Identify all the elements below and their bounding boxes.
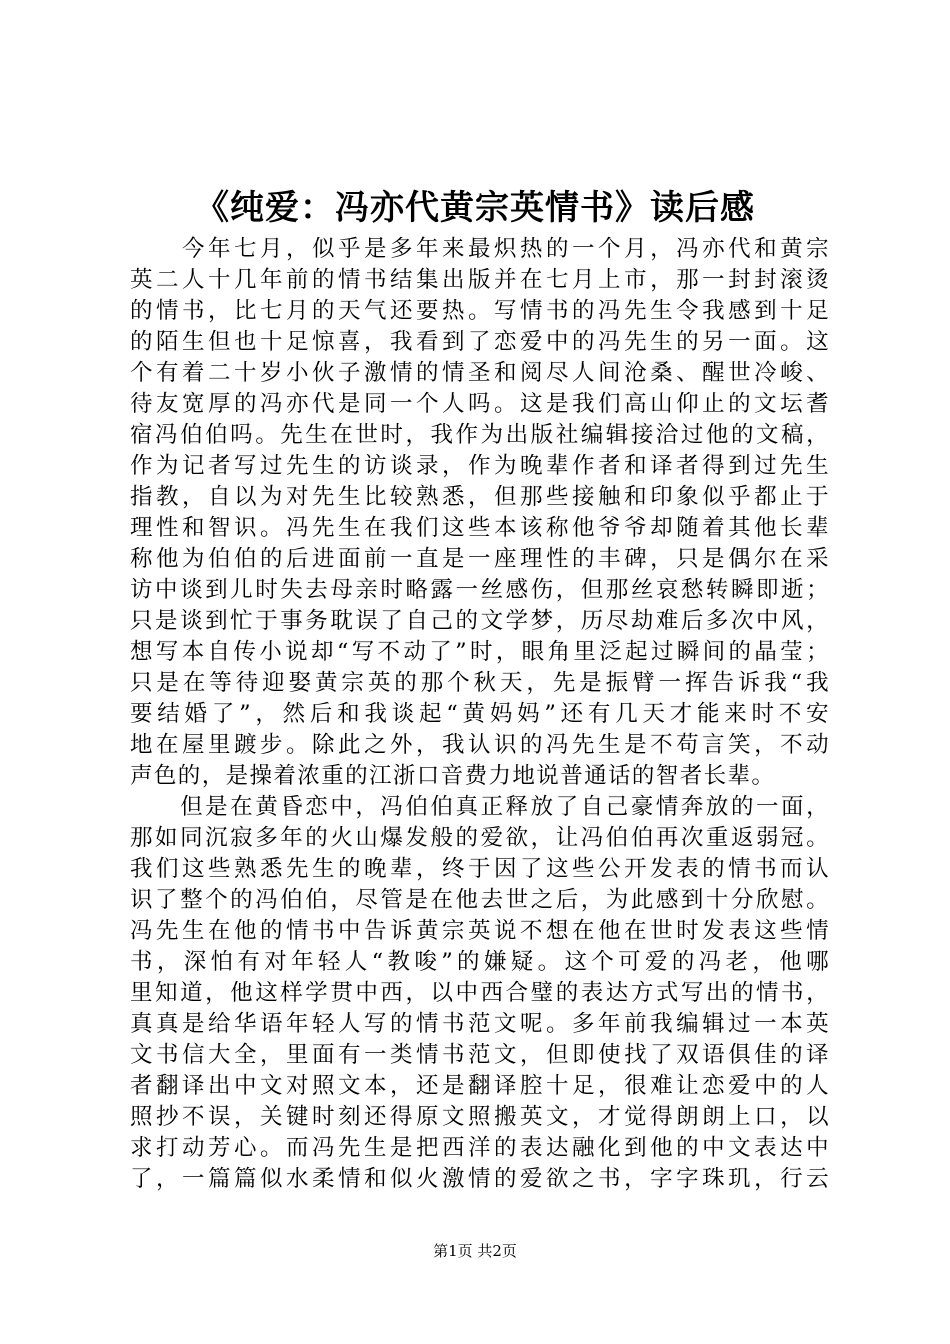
document-body: [130, 234, 830, 1195]
body-line: 了，一篇篇似水柔情和似火激情的爱欲之书，字字珠玑，行云: [130, 1166, 830, 1192]
body-line: 声色的，是操着浓重的江浙口音费力地说普通话的智者长辈。: [130, 763, 776, 789]
body-line: 照抄不误，关键时刻还得原文照搬英文，才觉得朗朗上口，以: [130, 1104, 830, 1130]
body-line: 里知道，他这样学贯中西，以中西合璧的表达方式写出的情书，: [130, 980, 830, 1006]
body-line: 文书信大全，里面有一类情书范文，但即使找了双语俱佳的译: [130, 1042, 830, 1068]
body-line: 书，深怕有对年轻人“教唆”的嫌疑。这个可爱的冯老，他哪: [130, 949, 830, 975]
body-line: 但是在黄昏恋中，冯伯伯真正释放了自己豪情奔放的一面，: [130, 794, 830, 820]
body-line: 识了整个的冯伯伯，尽管是在他去世之后，为此感到十分欣慰。: [130, 887, 830, 913]
body-line: 者翻译出中文对照文本，还是翻译腔十足，很难让恋爱中的人: [130, 1073, 830, 1099]
body-line: 访中谈到儿时失去母亲时略露一丝感伤，但那丝哀愁转瞬即逝；: [130, 577, 830, 603]
body-line: 那如同沉寂多年的火山爆发般的爱欲，让冯伯伯再次重返弱冠。: [130, 825, 830, 851]
body-line: 作为记者写过先生的访谈录，作为晚辈作者和译者得到过先生: [130, 453, 830, 479]
page-number-footer: 第1页 共2页: [433, 1242, 517, 1260]
body-line: 只是在等待迎娶黄宗英的那个秋天，先是振臂一挥告诉我“我: [130, 670, 830, 696]
body-line: 我们这些熟悉先生的晚辈，终于因了这些公开发表的情书而认: [130, 856, 830, 882]
body-line: 指教，自以为对先生比较熟悉，但那些接触和印象似乎都止于: [130, 484, 830, 510]
body-line: 只是谈到忙于事务耽误了自己的文学梦，历尽劫难后多次中风，: [130, 608, 830, 634]
body-line: 真真是给华语年轻人写的情书范文呢。多年前我编辑过一本英: [130, 1011, 830, 1037]
body-line: 的陌生但也十足惊喜，我看到了恋爱中的冯先生的另一面。这: [130, 329, 830, 355]
document-title: 《纯爱：冯亦代黄宗英情书》读后感: [195, 188, 755, 228]
body-line: 英二人十几年前的情书结集出版并在七月上市，那一封封滚烫: [130, 267, 830, 293]
body-line: 地在屋里踱步。除此之外，我认识的冯先生是不苟言笑，不动: [130, 732, 830, 758]
body-line: 理性和智识。冯先生在我们这些本该称他爷爷却随着其他长辈: [130, 515, 830, 541]
body-line: 宿冯伯伯吗。先生在世时，我作为出版社编辑接洽过他的文稿，: [130, 422, 830, 448]
body-line: 求打动芳心。而冯先生是把西洋的表达融化到他的中文表达中: [130, 1135, 830, 1161]
body-line: 的情书，比七月的天气还要热。写情书的冯先生令我感到十足: [130, 298, 830, 324]
body-line: 称他为伯伯的后进面前一直是一座理性的丰碑，只是偶尔在采: [130, 546, 830, 572]
body-line: 个有着二十岁小伙子激情的情圣和阅尽人间沧桑、醒世冷峻、: [130, 360, 830, 386]
body-line: 要结婚了”，然后和我谈起“黄妈妈”还有几天才能来时不安: [130, 701, 830, 727]
body-line: 想写本自传小说却“写不动了”时，眼角里泛起过瞬间的晶莹；: [130, 639, 830, 665]
body-line: 待友宽厚的冯亦代是同一个人吗。这是我们高山仰止的文坛耆: [130, 391, 830, 417]
body-line: 冯先生在他的情书中告诉黄宗英说不想在他在世时发表这些情: [130, 918, 830, 944]
body-line: 今年七月，似乎是多年来最炽热的一个月，冯亦代和黄宗: [130, 236, 830, 262]
